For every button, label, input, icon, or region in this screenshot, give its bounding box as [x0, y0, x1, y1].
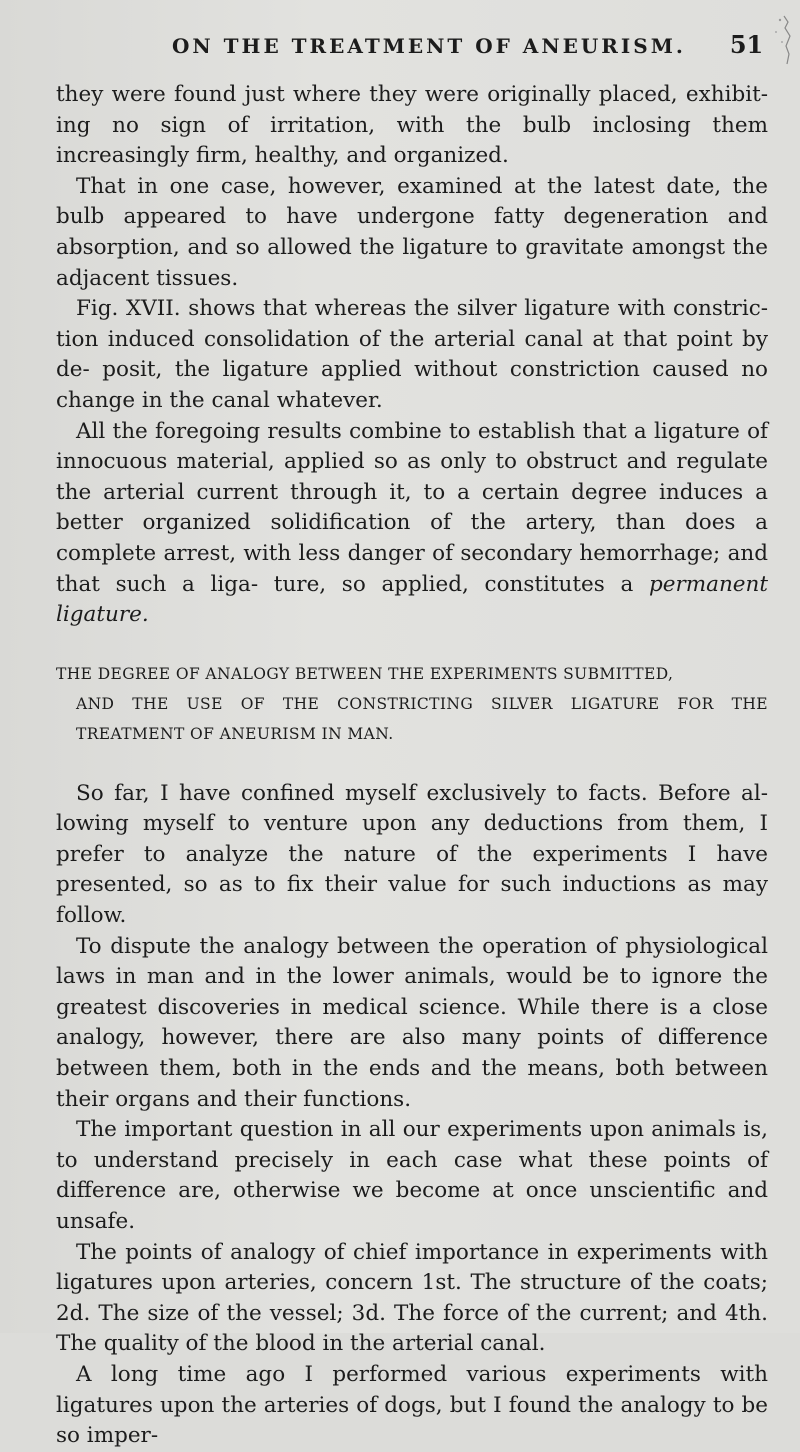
section-heading-line-2: AND THE USE OF THE CONSTRICTING SILVER LIGATURE FOR THE TREATMENT OF ANEURISM IN MAN. — [76, 694, 768, 743]
paragraph-2: That in one case, however, examined at the latest date, the bulb appeared to have undergone fatty degeneration and absorption, and so allowed the ligature to gravitate amongst the adjacent tissues. — [56, 173, 768, 291]
paragraph-7: The important question in all our experiments upon animals is, to understand precisely in each case what these points of difference are, otherwise we become at once unscientific and unsafe. — [56, 1117, 768, 1234]
running-head-title: ON THE TREATMENT OF ANEURISM. — [172, 34, 686, 58]
paragraph-4-emphasis: permanent ligature. — [56, 571, 768, 628]
paragraph-8: The points of analogy of chief importance in experiments with ligatures upon arteries, concern 1st. The structure of the coats; 2d. The size of the vessel; 3d. The force of the current; and 4th. The quality of the blood in the arterial canal. — [56, 1239, 768, 1357]
running-head — [172, 30, 764, 60]
paragraph-6: To dispute the analogy between the operation of physiological laws in man and in the lower animals, would be to ignore the greatest discoveries in medical science. While there is a close analogy, however, there are also many points of difference between them, both in the ends and the means, both between their organs and their functions. — [56, 933, 768, 1112]
paragraph-3: Fig. XVII. shows that whereas the silver ligature with constric- tion induced consolidation of the arterial canal at that point by de- posit, the ligature applied without constriction caused no change in the canal whatever. — [56, 296, 768, 413]
paragraph-4 — [56, 417, 768, 631]
section-heading — [56, 659, 768, 749]
page-number: 51 — [729, 30, 764, 59]
page-edge-damage-icon — [770, 12, 794, 82]
paragraph-9: A long time ago I performed various experiments with ligatures upon the arteries of dogs, but I found the analogy to be so imper- — [56, 1361, 768, 1449]
paragraph-1: they were found just where they were originally placed, exhibit- ing no sign of irritation, with the bulb inclosing them increasingly firm, healthy, and organized. — [56, 82, 768, 169]
paragraph-4-text: All the foregoing results combine to establish that a ligature of innocuous material, applied so as only to obstruct and regulate the arterial current through it, to a certain degree induces a better organized solidification of the artery, than does a complete arrest, with less danger of secondary hemorrhage; and that such a liga- ture, so applied, constitutes a — [56, 418, 768, 597]
paragraph-5: So far, I have confined myself exclusively to facts. Before al- lowing myself to venture upon any deductions from them, I prefer to analyze the nature of the experiments I have presented, so as to fix their value for such inductions as may follow. — [56, 780, 768, 929]
body-text — [56, 80, 768, 1452]
page-edge-damage — [770, 12, 794, 82]
section-heading-line-1: THE DEGREE OF ANALOGY BETWEEN THE EXPERIMENTS SUBMITTED, — [56, 664, 674, 683]
